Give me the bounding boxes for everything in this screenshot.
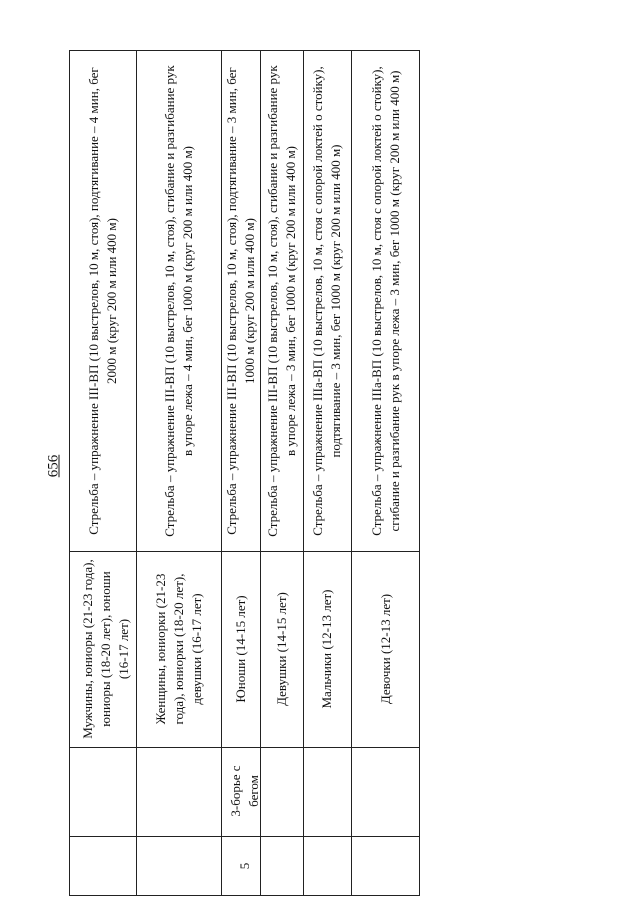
exercise-cell: Стрельба – упражнение III-ВП (10 выстрелов, 10 м, стоя), подтягивание – 4 мин, бег 2000 м (круг 200 м или 400 м) [86,67,119,535]
row-separator [351,51,352,896]
group-cell: Девочки (12-13 лет) [378,593,393,705]
section-number: 5 [237,862,252,870]
exercise-cell: Стрельба – упражнение IIIа-ВП (10 выстрелов, 10 м, стоя с опорой локтей о стойку), сгибание и разгибание рук в упоре лежа – 3 мин, бег 1000 м (круг 200 м или 400 м) [369,66,402,536]
discipline-label: 3-борье с бегом [228,765,261,817]
group-cell: Мальчики (12-13 лет) [319,589,334,709]
group-cell: Юноши (14-15 лет) [233,595,248,703]
exercise-cell: Стрельба – упражнение III-ВП (10 выстрелов, 10 м, стоя), подтягивание – 3 мин, бег 1000 м (круг 200 м или 400 м) [224,67,257,535]
group-cell: Мужчины, юниоры (21-23 года), юниоры (18-20 лет), юноши (16-17 лет) [80,559,131,739]
exercise-cell: Стрельба – упражнение IIIа-ВП (10 выстрелов, 10 м, стоя с опорой локтей о стойку), подтягивание – 3 мин, бег 1000 м (круг 200 м или 400 м) [310,66,343,536]
row-separator [136,51,137,896]
group-cell: Девушки (14-15 лет) [274,592,289,706]
row-separator [221,51,222,896]
column-separator [70,747,420,748]
exercise-cell: Стрельба – упражнение III-ВП (10 выстрелов, 10 м, стоя), сгибание и разгибание рук в упоре лежа – 4 мин, бег 1000 м (круг 200 м или 400 м) [162,65,195,537]
column-separator [70,551,420,552]
column-separator [70,836,420,837]
group-cell: Женщины, юниорки (21-23 года), юниорки (18-20 лет), девушки (16-17 лет) [153,573,204,725]
exercise-cell: Стрельба – упражнение III-ВП (10 выстрелов, 10 м, стоя), сгибание и разгибание рук в упоре лежа – 3 мин, бег 1000 м (круг 200 м или 400 м) [265,65,298,537]
page-number: 656 [45,454,62,478]
competition-table [69,50,420,896]
row-separator [303,51,304,896]
